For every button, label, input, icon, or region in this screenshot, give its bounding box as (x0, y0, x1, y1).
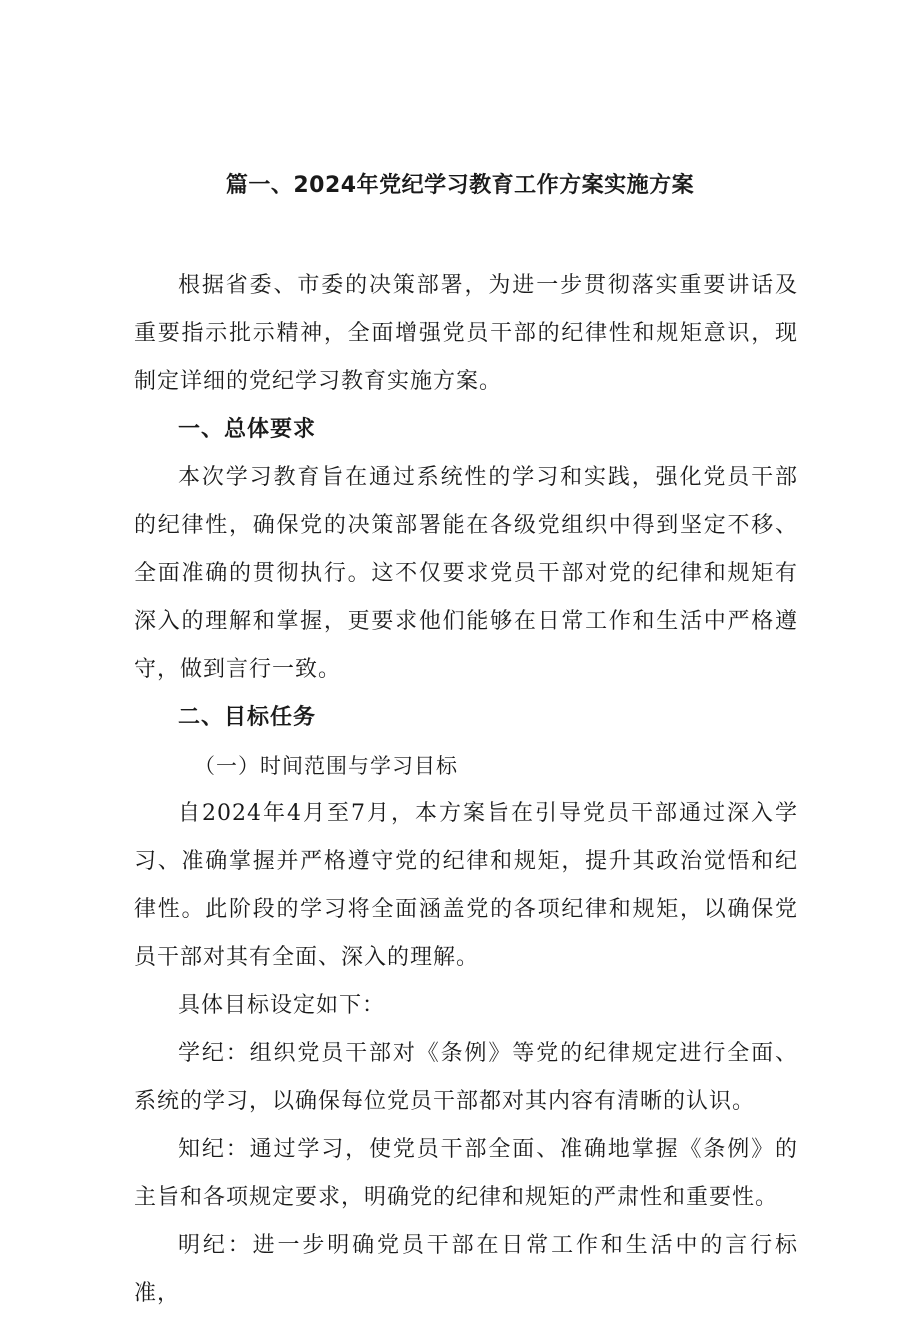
intro-paragraph: 根据省委、市委的决策部署，为进一步贯彻落实重要讲话及重要指示批示精神，全面增强党员干部的纪律性和规矩意识，现制定详细的党纪学习教育实施方案。 (134, 273, 798, 394)
section-heading-general-requirements: 一、总体要求 (178, 417, 317, 442)
goal-know-discipline: 知纪：通过学习，使党员干部全面、准确地掌握《条例》的主旨和各项规定要求，明确党的纪律和规矩的严肃性和重要性。 (134, 1137, 798, 1210)
document-title: 篇一、2024年党纪学习教育工作方案实施方案 (225, 173, 695, 198)
subsection-heading-time-scope: （一）时间范围与学习目标 (194, 754, 458, 778)
general-requirements-paragraph: 本次学习教育旨在通过系统性的学习和实践，强化党员干部的纪律性，确保党的决策部署能在各级党组织中得到坚定不移、全面准确的贯彻执行。这不仅要求党员干部对党的纪律和规矩有深入的理解和掌握，更要求他们能够在日常工作和生活中严格遵守，做到言行一致。 (134, 465, 798, 682)
goal-learn-discipline: 学纪：组织党员干部对《条例》等党的纪律规定进行全面、系统的学习，以确保每位党员干部都对其内容有清晰的认识。 (134, 1041, 798, 1114)
time-scope-paragraph: 自2024年4月至7月，本方案旨在引导党员干部通过深入学习、准确掌握并严格遵守党的纪律和规矩，提升其政治觉悟和纪律性。此阶段的学习将全面涵盖党的各项纪律和规矩，以确保党员干部对其有全面、深入的理解。 (134, 801, 798, 970)
section-heading-goals-tasks: 二、目标任务 (178, 705, 317, 730)
specific-goals-intro: 具体目标设定如下： (178, 993, 386, 1018)
document-body (134, 262, 798, 1318)
goal-understand-discipline: 明纪：进一步明确党员干部在日常工作和生活中的言行标准， (134, 1233, 798, 1306)
